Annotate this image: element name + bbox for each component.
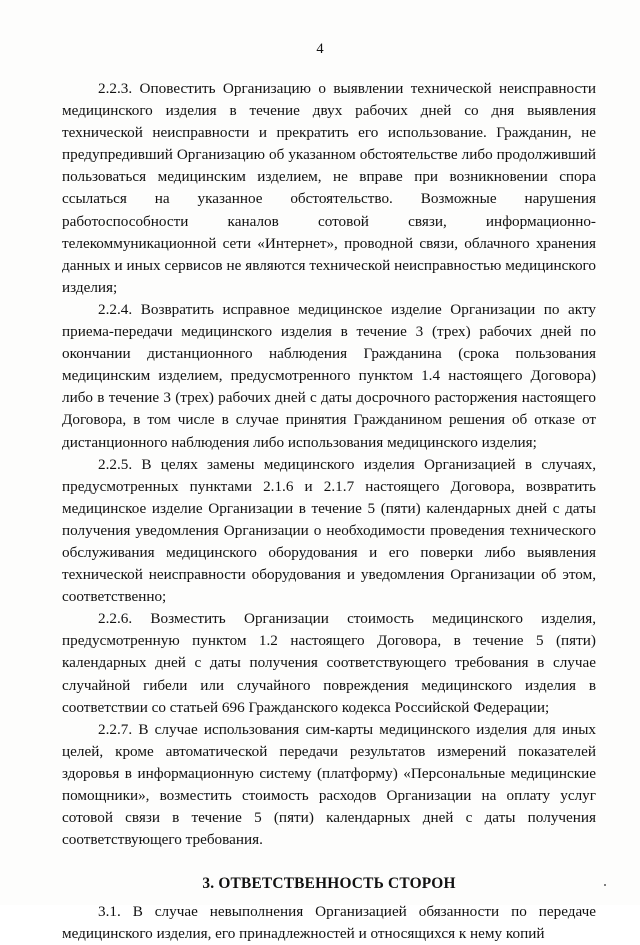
scan-speck: [604, 884, 606, 886]
clause-2-2-5: 2.2.5. В целях замены медицинского изделия Организацией в случаях, предусмотренных пунктами 2.1.6 и 2.1.7 настоящего Договора, возвратить медицинское изделие Организации в течение 5 (пяти) календарных дней с даты получения уведомления Организации о необходимости проведения технического обслуживания медицинского оборудования и его поверки либо выявления технической неисправности оборудования и уведомления Организации об этом, соответственно;: [62, 455, 596, 606]
document-body: [62, 78, 596, 945]
page-number: 4: [316, 41, 324, 57]
section-heading: 3. ОТВЕТСТВЕННОСТЬ СТОРОН: [202, 875, 456, 893]
clause-2-2-3: 2.2.3. Оповестить Организацию о выявлении технической неисправности медицинского изделия в течение двух рабочих дней со дня выявления технической неисправности и прекратить его использование. Гражданин, не предупредивший Организацию об указанном обстоятельстве либо продолживший пользоваться медицинским изделием, не вправе при возникновении спора ссылаться на указанное обстоятельство. Возможные нарушения работоспособности каналов сотовой связи, информационно-телекоммуникационной сети «Интернет», проводной связи, облачного хранения данных и иных сервисов не являются технической неисправностью медицинского изделия;: [62, 80, 596, 296]
clause-3-1: 3.1. В случае невыполнения Организацией обязанности по передаче медицинского изделия, его принадлежностей и относящихся к нему копий: [62, 903, 596, 943]
clause-2-2-4: 2.2.4. Возвратить исправное медицинское изделие Организации по акту приема-передачи медицинского изделия в течение 3 (трех) рабочих дней по окончании дистанционного наблюдения Гражданина (срока пользования медицинским изделием, предусмотренного пунктом 1.4 настоящего Договора) либо в течение 3 (трех) рабочих дней с даты досрочного расторжения настоящего Договора, в том числе в случае принятия Гражданином решения об отказе от дистанционного наблюдения либо использования медицинского изделия;: [62, 300, 596, 451]
clause-2-2-6: 2.2.6. Возместить Организации стоимость медицинского изделия, предусмотренную пунктом 1.2 настоящего Договора, в течение 5 (пяти) календарных дней с даты получения соответствующего требования в случае случайной гибели или случайного повреждения медицинского изделия в соответствии со статьей 696 Гражданского кодекса Российской Федерации;: [62, 610, 596, 716]
clause-2-2-7: 2.2.7. В случае использования сим-карты медицинского изделия для иных целей, кроме автоматической передачи результатов измерений показателей здоровья в информационную систему (платформу) «Персональные медицинские помощники», возместить стоимость расходов Организации на оплату услуг сотовой связи в течение 5 (пяти) календарных дней с даты получения соответствующего требования.: [62, 720, 596, 849]
